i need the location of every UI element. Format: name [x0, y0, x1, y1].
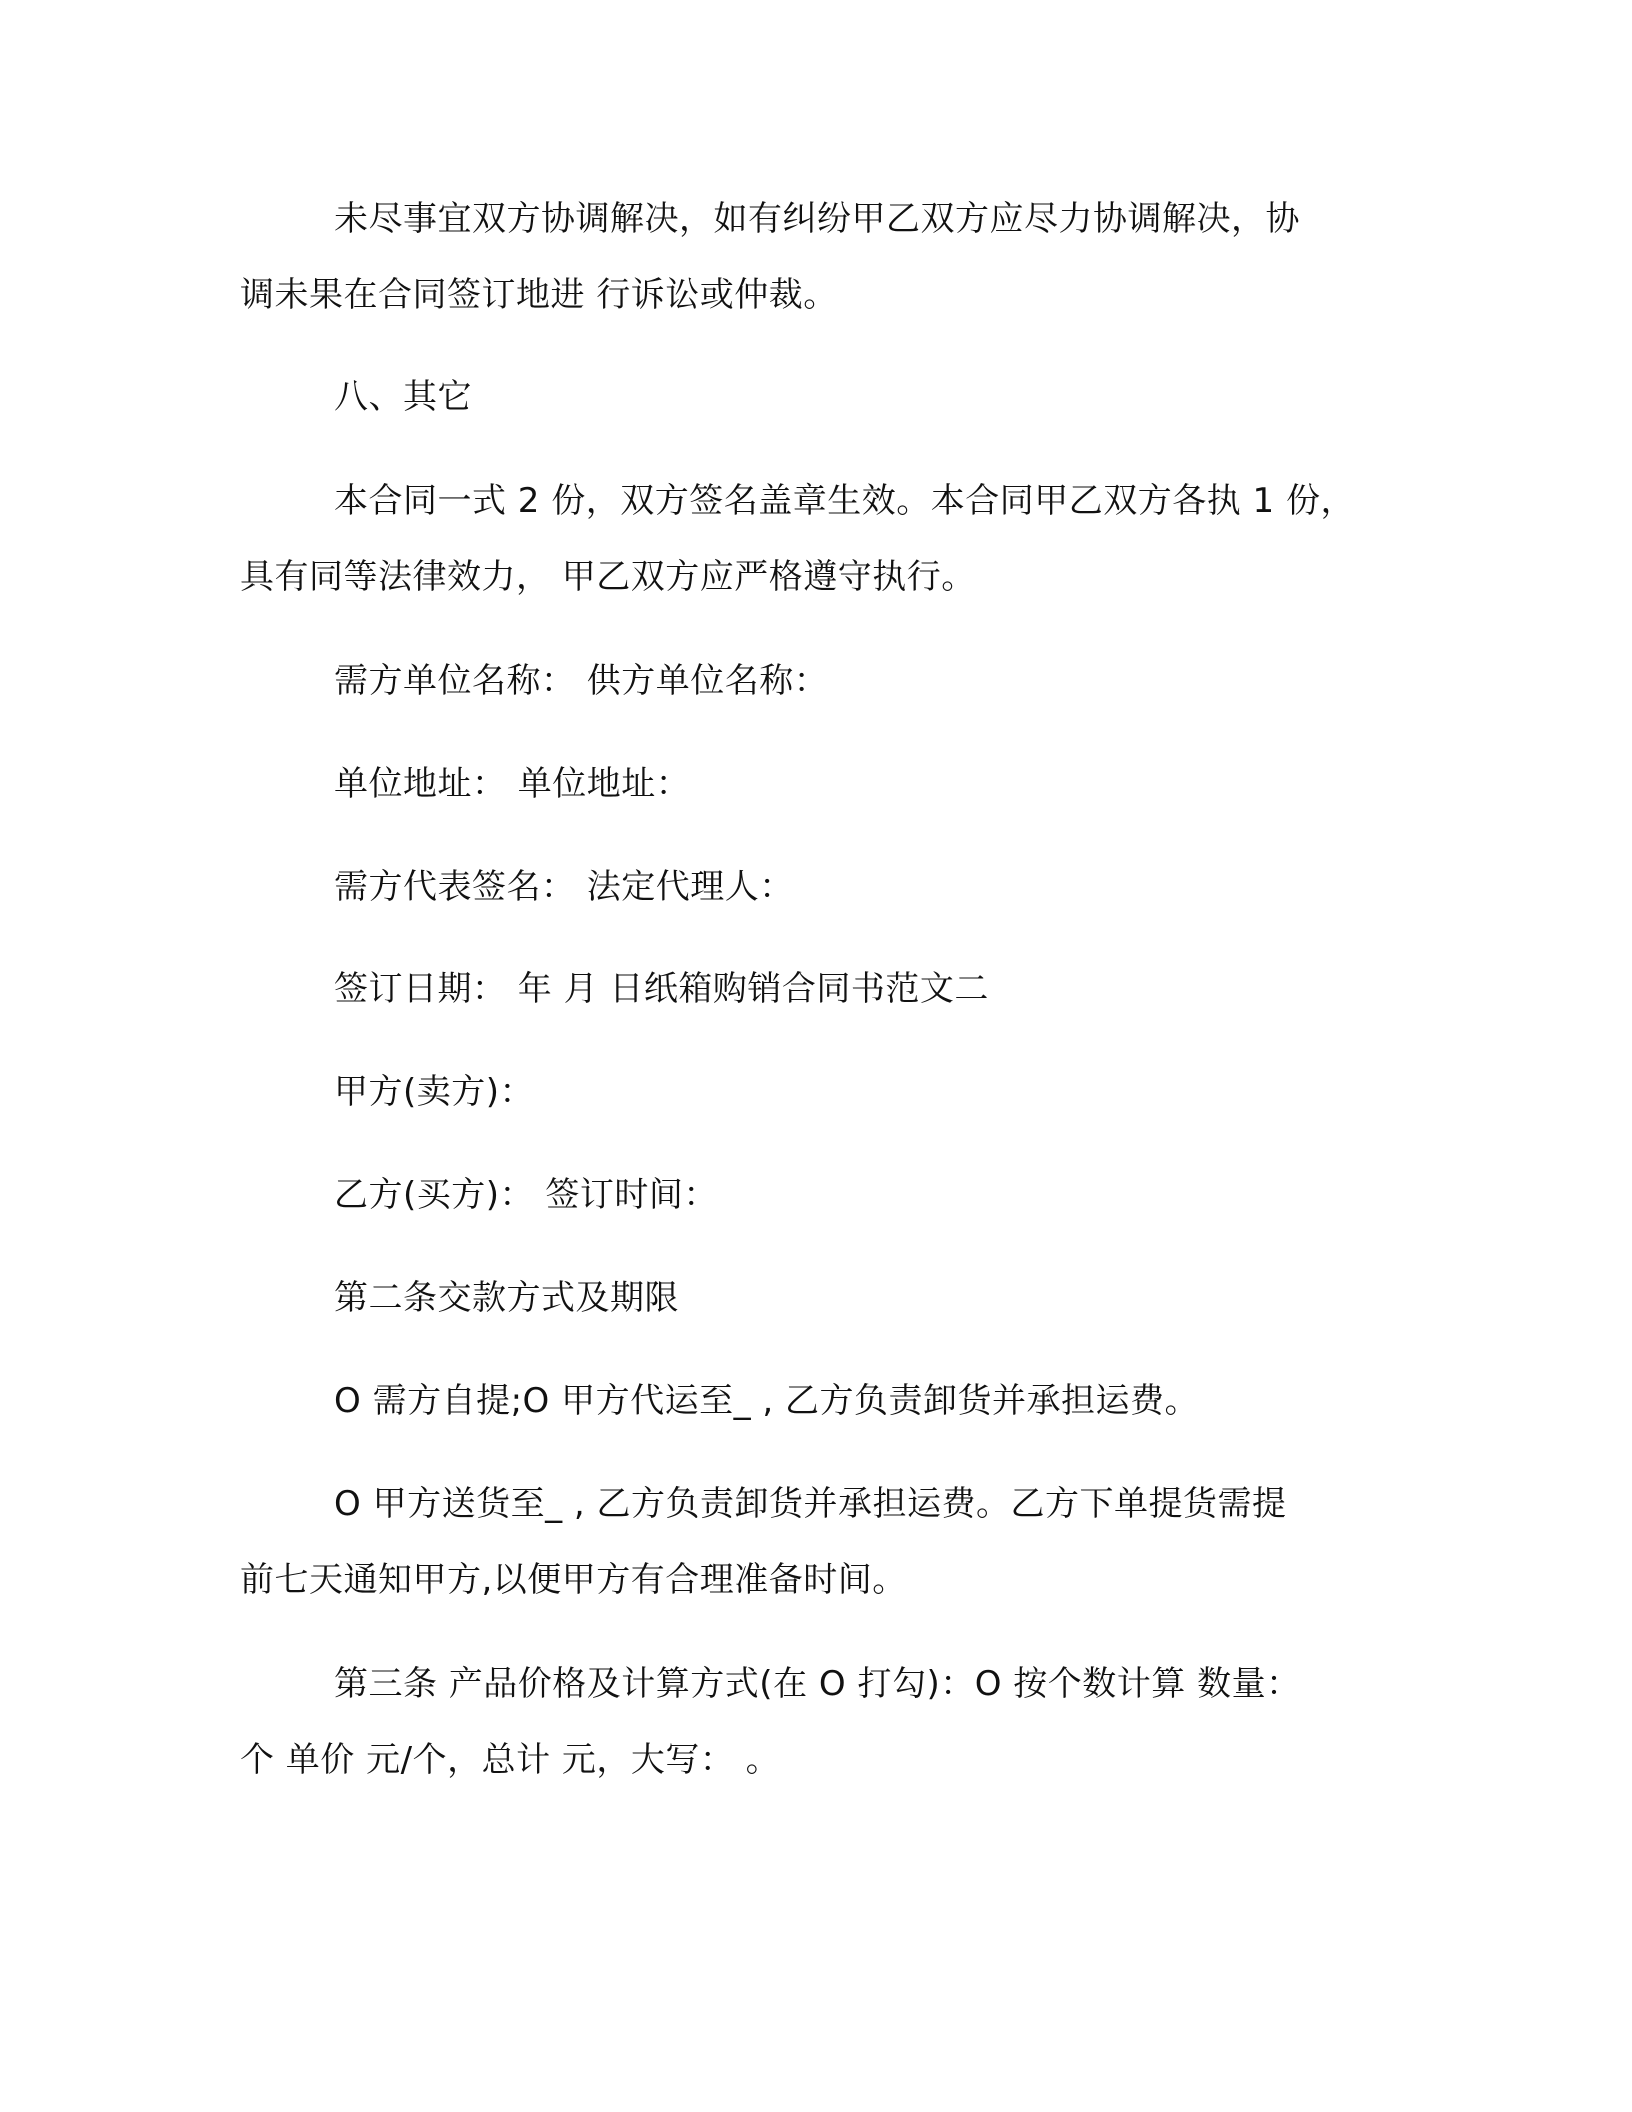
- paragraph-delivery-line-2: 前七天通知甲方,以便甲方有合理准备时间。: [240, 1560, 907, 1600]
- paragraph-copies-line-2: 具有同等法律效力， 甲乙双方应严格遵守执行。: [240, 557, 976, 597]
- field-unit-addresses: 单位地址： 单位地址：: [334, 764, 691, 804]
- paragraph-dispute-line-1: 未尽事宜双方协调解决，如有纠纷甲乙双方应尽力协调解决，协: [334, 199, 1300, 239]
- paragraph-copies-line-1: 本合同一式 2 份，双方签名盖章生效。本合同甲乙双方各执 1 份，: [334, 481, 1355, 521]
- article-3-line-1: 第三条 产品价格及计算方式(在 O 打勾)：O 按个数计算 数量：: [334, 1664, 1301, 1704]
- paragraph-pickup: O 需方自提;O 甲方代运至_ , 乙方负责卸货并承担运费。: [334, 1381, 1200, 1421]
- field-party-b: 乙方(买方)： 签订时间：: [334, 1175, 718, 1215]
- field-party-a: 甲方(卖方)：: [334, 1072, 535, 1112]
- field-signing-date: 签订日期： 年 月 日纸箱购销合同书范文二: [334, 969, 989, 1009]
- field-representatives: 需方代表签名： 法定代理人：: [334, 867, 794, 907]
- paragraph-dispute-line-2: 调未果在合同签订地进 行诉讼或仲裁。: [240, 275, 838, 315]
- article-3-line-2: 个 单价 元/个，总计 元，大写： 。: [240, 1740, 781, 1780]
- article-2-heading: 第二条交款方式及期限: [334, 1278, 679, 1318]
- section-heading-other: 八、其它: [334, 377, 472, 417]
- paragraph-delivery-line-1: O 甲方送货至_ , 乙方负责卸货并承担运费。乙方下单提货需提: [334, 1484, 1287, 1524]
- field-unit-names: 需方单位名称： 供方单位名称：: [334, 661, 829, 701]
